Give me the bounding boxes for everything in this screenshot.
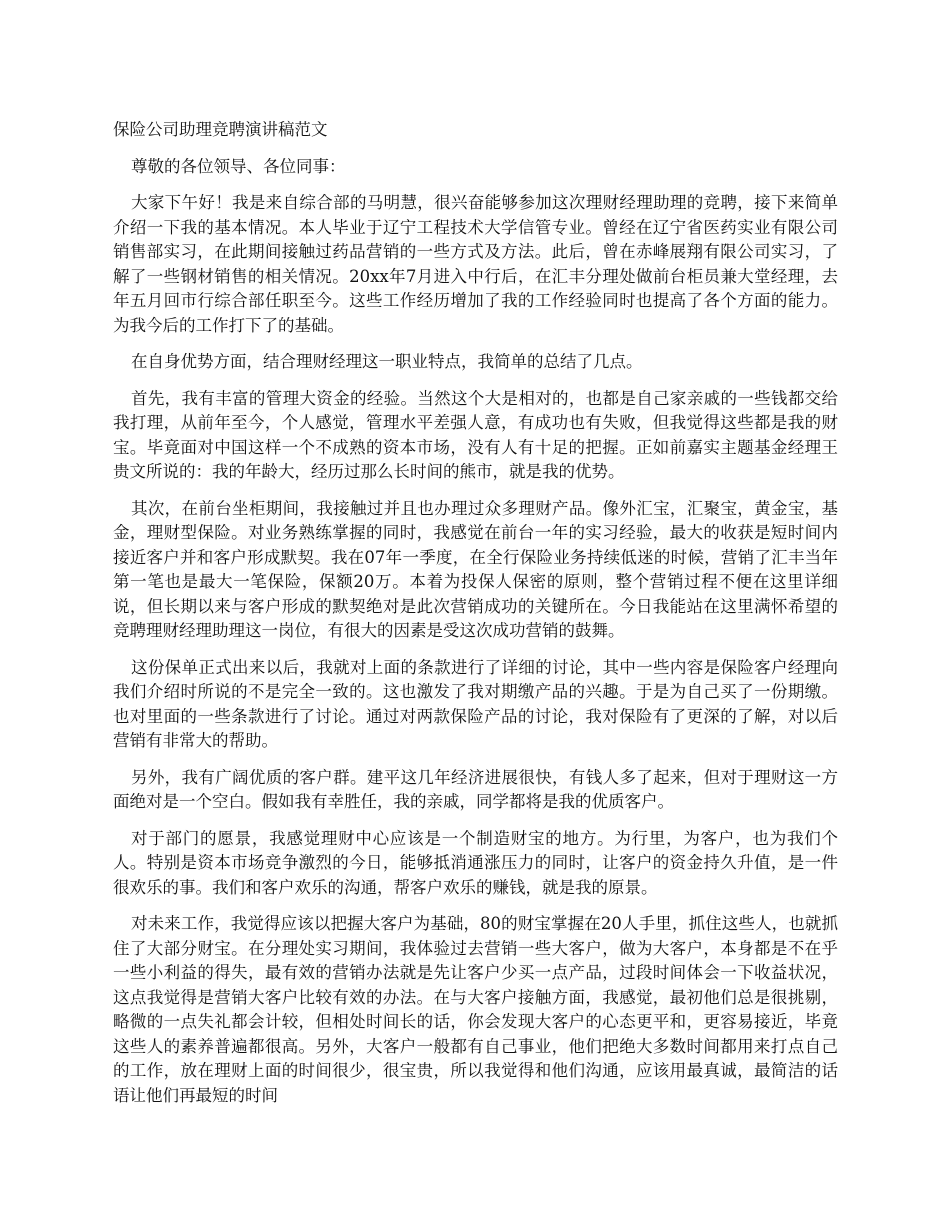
- paragraph-introduction: 大家下午好！我是来自综合部的马明慧，很兴奋能够参加这次理财经理助理的竞聘，接下来简单介绍一下我的基本情况。本人毕业于辽宁工程技术大学信管专业。曾经在辽宁省医药实业有限公司销售部实习，在此期间接触过药品营销的一些方式及方法。此后，曾在赤峰展翔有限公司实习，了解了一些钢材销售的相关情况。20xx年7月进入中行后，在汇丰分理处做前台柜员兼大堂经理，去年五月回市行综合部任职至今。这些工作经历增加了我的工作经验同时也提高了各个方面的能力。为我今后的工作打下了的基础。: [113, 193, 838, 335]
- paragraph-client-base: 另外，我有广阔优质的客户群。建平这几年经济进展很快，有钱人多了起来，但对于理财这一方面绝对是一个空白。假如我有幸胜任，我的亲戚，同学都将是我的优质客户。: [113, 767, 838, 811]
- paragraph-future-work: 对未来工作，我觉得应该以把握大客户为基础，80的财宝掌握在20人手里，抓住这些人，也就抓住了大部分财宝。在分理处实习期间，我体验过去营销一些大客户，做为大客户，本身都是不在乎一些小利益的得失，最有效的营销办法就是先让客户少买一点产品，过段时间体会一下收益状况，这点我觉得是营销大客户比较有效的办法。在与大客户接触方面，我感觉，最初他们总是很挑剔，略微的一点失礼都会计较，但相处时间长的话，你会发现大客户的心态更平和，更容易接近，毕竟这些人的素养普遍都很高。另外，大客户一般都有自己事业，他们把绝大多数时间都用来打点自己的工作，放在理财上面的时间很少，很宝贵，所以我觉得和他们沟通，应该用最真诚，最简洁的话语让他们再最短的时间: [113, 914, 838, 1105]
- paragraph-second-strength: 其次，在前台坐柜期间，我接触过并且也办理过众多理财产品。像外汇宝，汇聚宝，黄金宝，基金，理财型保险。对业务熟练掌握的同时，我感觉在前台一年的实习经验，最大的收获是短时间内接近客户并和客户形成默契。我在07年一季度，在全行保险业务持续低迷的时候，营销了汇丰当年第一笔也是最大一笔保险，保额20万。本着为投保人保密的原则，整个营销过程不便在这里详细说，但长期以来与客户形成的默契绝对是此次营销成功的关键所在。今日我能站在这里满怀希望的竞聘理财经理助理这一岗位，有很大的因素是受这次成功营销的鼓舞。: [113, 498, 838, 640]
- paragraph-department-vision: 对于部门的愿景，我感觉理财中心应该是一个制造财宝的地方。为行里，为客户，也为我们个人。特别是资本市场竞争激烈的今日，能够抵消通涨压力的同时，让客户的资金持久升值，是一件很欢乐的事。我们和客户欢乐的沟通，帮客户欢乐的赚钱，就是我的原景。: [113, 828, 838, 897]
- paragraph-greeting: 尊敬的各位领导、各位同事：: [131, 156, 346, 176]
- paragraph-insurance-policy: 这份保单正式出来以后，我就对上面的条款进行了详细的讨论，其中一些内容是保险客户经理向我们介绍时所说的不是完全一致的。这也激发了我对期缴产品的兴趣。于是为自己买了一份期缴。也对里面的一些条款进行了讨论。通过对两款保险产品的讨论，我对保险有了更深的了解，对以后营销有非常大的帮助。: [113, 657, 838, 750]
- document-title: 保险公司助理竞聘演讲稿范文: [113, 120, 328, 139]
- paragraph-first-strength: 首先，我有丰富的管理大资金的经验。当然这个大是相对的，也都是自己家亲戚的一些钱都交给我打理，从前年至今，个人感觉，管理水平差强人意，有成功也有失败，但我觉得这些都是我的财宝。毕竟面对中国这样一个不成熟的资本市场，没有人有十足的把握。正如前嘉实主题基金经理王贵文所说的：我的年龄大，经历过那么长时间的熊市，就是我的优势。: [113, 388, 838, 481]
- paragraph-strengths-intro: 在自身优势方面，结合理财经理这一职业特点，我简单的总结了几点。: [131, 352, 643, 371]
- document-page: [113, 118, 838, 1120]
